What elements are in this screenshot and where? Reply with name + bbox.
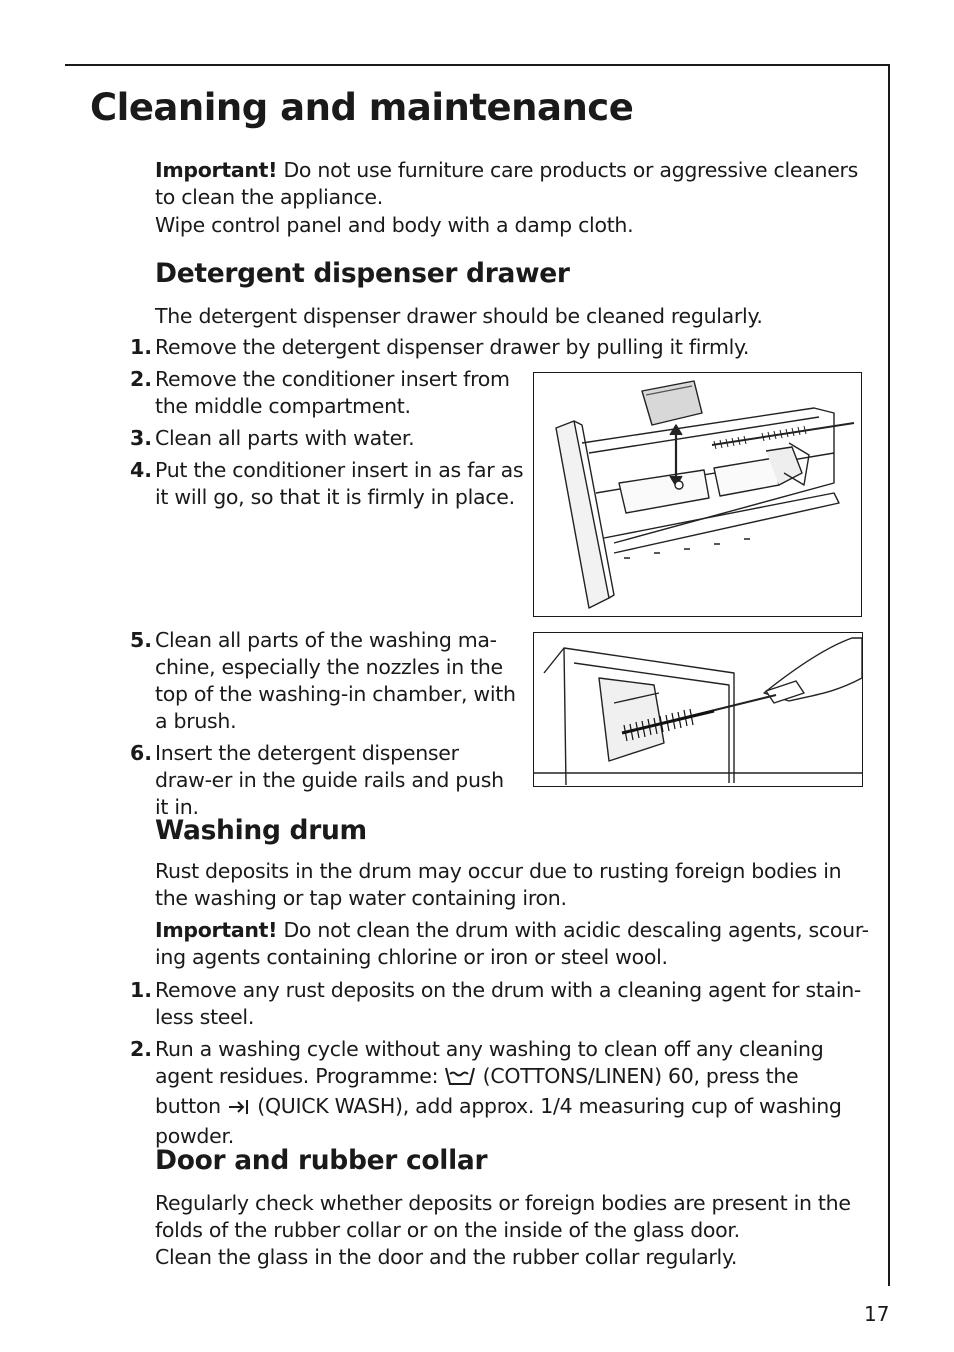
step-text [155, 1036, 870, 1150]
drum-lead: Rust deposits in the drum may occur due to rusting foreign bodies in the washing or tap water containing iron. [155, 859, 842, 910]
top-rule [65, 64, 890, 66]
right-rule [888, 64, 890, 1286]
cottons-tub-icon [444, 1066, 476, 1093]
figure-dispenser-drawer [533, 372, 862, 617]
step-number: 2. [130, 1037, 153, 1061]
important-label: Important! [155, 158, 278, 182]
section-heading-detergent: Detergent dispenser drawer [155, 258, 570, 289]
step-number: 5. [130, 628, 153, 652]
page-title: Cleaning and maintenance [90, 86, 634, 129]
step-number: 6. [130, 741, 153, 765]
intro-important [155, 157, 870, 211]
brush-cleaning-illustration [534, 633, 862, 786]
step-text: Clean all parts of the washing ma-chine, especially the nozzles in the top of the washing-in chamber, with a brush. [155, 628, 516, 733]
step-number: 2. [130, 367, 153, 391]
programme-text: (COTTONS/LINEN) 60, press the button [155, 1064, 799, 1118]
intro-wipe: Wipe control panel and body with a damp cloth. [155, 213, 634, 237]
page-number: 17 [864, 1302, 890, 1326]
quick-wash-arrow-icon [227, 1096, 251, 1123]
door-text: Regularly check whether deposits or foreign bodies are present in the folds of the rubber collar or on the inside of the glass door. [155, 1191, 851, 1242]
important-text: Do not clean the drum with acidic descaling agents, scour-ing agents containing chlorine or iron or steel wool. [155, 918, 869, 969]
dispenser-drawer-illustration [534, 373, 861, 616]
quick-wash-text: (QUICK WASH), add approx. 1/4 measuring cup of washing powder. [155, 1094, 842, 1148]
drum-important [155, 917, 870, 971]
door-text: Clean the glass in the door and the rubber collar regularly. [155, 1245, 738, 1269]
section-heading-drum: Washing drum [155, 815, 367, 846]
step-text: Remove any rust deposits on the drum with a cleaning agent for stain-less steel. [155, 978, 862, 1029]
section-heading-door: Door and rubber collar [155, 1145, 488, 1176]
step-text: Put the conditioner insert in as far as it will go, so that it is firmly in place. [155, 458, 524, 509]
important-label: Important! [155, 918, 278, 942]
step-number: 1. [130, 335, 153, 359]
step-number: 4. [130, 458, 153, 482]
step-text: Remove the conditioner insert from the middle compartment. [155, 367, 510, 418]
step-number: 1. [130, 978, 153, 1002]
step-text: Remove the detergent dispenser drawer by pulling it firmly. [155, 335, 750, 359]
figure-brush-cleaning [533, 632, 863, 787]
step-text-start: Run a washing cycle without any washing to clean off any cleaning agent residues. Programme: [155, 1037, 824, 1088]
step-text: Clean all parts with water. [155, 426, 415, 450]
important-text: Do not use furniture care products or aggressive cleaners to clean the appliance. [155, 158, 859, 209]
step-text: Insert the detergent dispenser draw-er in the guide rails and push it in. [155, 741, 504, 819]
detergent-lead: The detergent dispenser drawer should be cleaned regularly. [155, 304, 763, 328]
step-number: 3. [130, 426, 153, 450]
